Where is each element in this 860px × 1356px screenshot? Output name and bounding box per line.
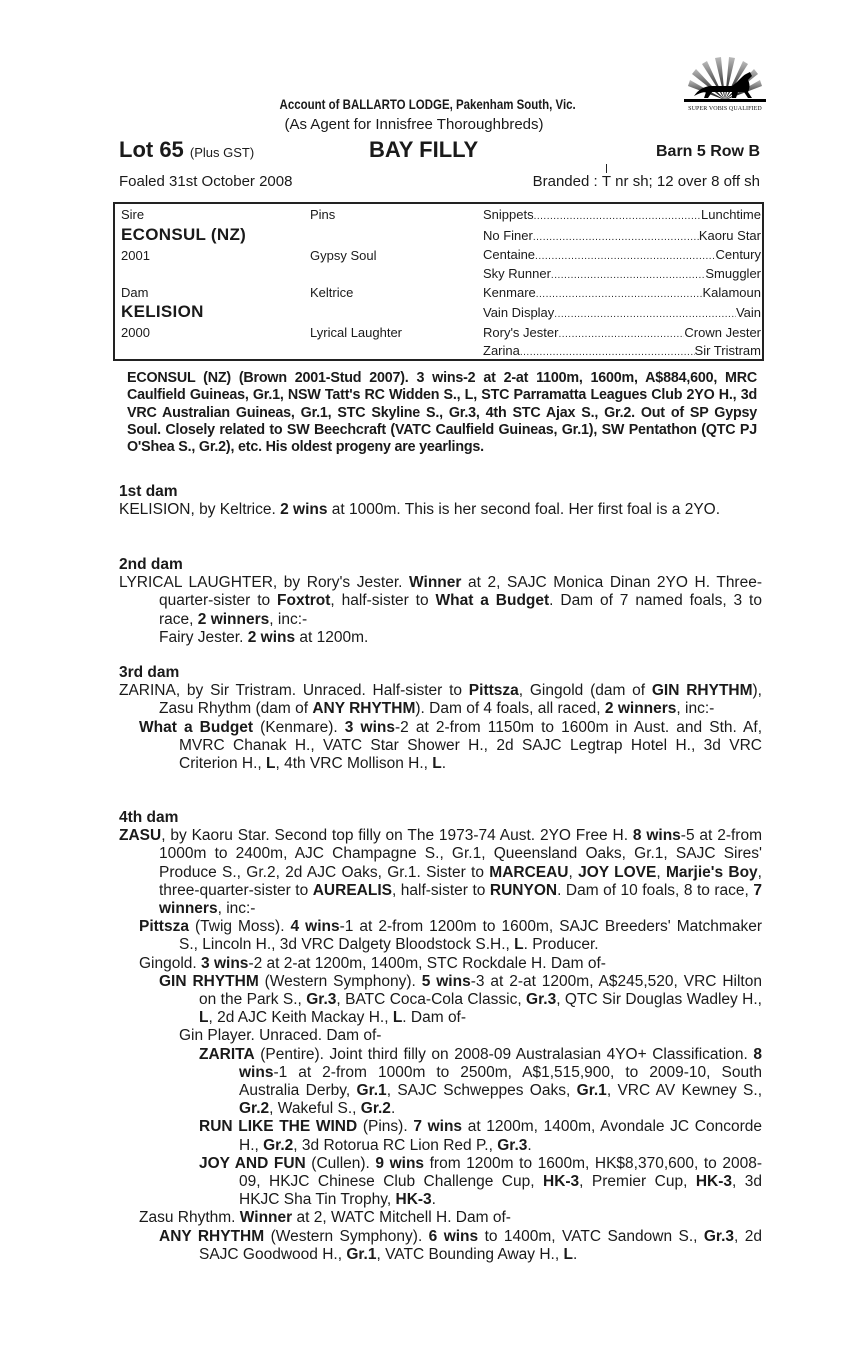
ggp-row: Centaine ..... Century bbox=[483, 247, 761, 262]
ggp-row: Zarina ..... Sir Tristram bbox=[483, 343, 761, 358]
dam-dam: Lyrical Laughter bbox=[310, 325, 403, 340]
dam-paragraph: LYRICAL LAUGHTER, by Rory's Jester. Winner at 2, SAJC Monica Dinan 2YO H. Three-quarter-sister to Foxtrot, half-sister to What a Budget. Dam of 7 named foals, 3 to race, 2 winners, inc:- bbox=[119, 574, 762, 628]
sire-summary: ECONSUL (NZ) (Brown 2001-Stud 2007). 3 wins-2 at 2-at 1100m, 1600m, A$884,600, MRC Caulfield Guineas, Gr.1, NSW Tatt's RC Widden S., L, STC Parramatta Leagues Club 2YO H., 3d VRC Australian Guineas, Gr.1, STC Skyline S., Gr.3, 4th STC Ajax S., Gr.2. Out of SP Gypsy Soul. Closely related to SW Beechcraft (VATC Caulfield Guineas, Gr.1), SW Pentathon (QTC PJ O'Shea S., Gr.2), etc. His oldest progeny are yearlings. bbox=[127, 370, 757, 456]
lot-note: (Plus GST) bbox=[189, 145, 255, 160]
progeny-entry: Pittsza (Twig Moss). 4 wins-1 at 2-from 1200m to 1600m, SAJC Breeders' Matchmaker S., Lincoln H., 3d VRC Dalgety Bloodstock S.H., L. Producer. bbox=[139, 918, 762, 954]
progeny-entry: ANY RHYTHM (Western Symphony). 6 wins to 1400m, VATC Sandown S., Gr.3, 2d SAJC Goodwood H., Gr.1, VATC Bounding Away H., L. bbox=[159, 1227, 762, 1263]
logo-caption: SUPER VOBIS QUALIFIED bbox=[688, 106, 762, 112]
progeny-entry: GIN RHYTHM (Western Symphony). 5 wins-3 at 2-at 1200m, A$245,520, VRC Hilton on the Park S., Gr.3, BATC Coca-Cola Classic, Gr.3, QTC Sir Douglas Wadley H., L, 2d AJC Keith Mackay H., L. Dam of- bbox=[159, 972, 762, 1027]
dam-paragraph: ZASU, by Kaoru Star. Second top filly on The 1973-74 Aust. 2YO Free H. 8 wins-5 at 2-from 1000m to 2400m, AJC Champagne S., Gr.1, Queensland Oaks, Gr.1, SAJC Sires' Produce S., Gr.2, 2d AJC Oaks, Gr.1. Sister to MARCEAU, JOY LOVE, Marjie's Boy, three-quarter-sister to AUREALIS, half-sister to RUNYON. Dam of 10 foals, 8 to race, 7 winners, inc:- bbox=[119, 827, 762, 918]
lot-number bbox=[119, 137, 254, 163]
lot-label: Lot 65 bbox=[119, 137, 184, 162]
grandam: Gypsy Soul bbox=[310, 248, 377, 263]
section-heading: 3rd dam bbox=[119, 664, 180, 681]
second-dam-section bbox=[119, 556, 762, 647]
dam-name: KELISION bbox=[121, 302, 204, 321]
brand-symbol: T bbox=[602, 173, 611, 190]
dam-paragraph: KELISION, by Keltrice. 2 wins at 1000m. This is her second foal. Her first foal is a 2YO. bbox=[119, 501, 721, 519]
barn-location: Barn 5 Row B bbox=[655, 143, 760, 160]
sire-name: ECONSUL (NZ) bbox=[121, 225, 247, 244]
progeny-entry: Zasu Rhythm. Winner at 2, WATC Mitchell H. Dam of- bbox=[139, 1209, 511, 1227]
dam-label: Dam bbox=[121, 285, 149, 300]
vendor-account: Account of BALLARTO LODGE, Pakenham South, Vic. bbox=[279, 96, 576, 112]
ggp-row: Vain Display ..... Vain bbox=[483, 305, 761, 320]
progeny-entry: What a Budget (Kenmare). 3 wins-2 at 2-from 1150m to 1600m in Aust. and Sth. Af, MVRC Chanak H., VATC Star Shower H., 2d SAJC Legtrap Hotel H., 3d VRC Criterion H., L, 4th VRC Mollison H., L. bbox=[139, 718, 762, 773]
brand-info bbox=[533, 173, 760, 190]
grandsire: Pins bbox=[310, 207, 336, 222]
progeny-entry: Gingold. 3 wins-2 at 2-at 1200m, 1400m, STC Rockdale H. Dam of- bbox=[139, 954, 606, 972]
foaled-date: Foaled 31st October 2008 bbox=[119, 173, 293, 190]
ggp-row: No Finer ..... Kaoru Star bbox=[483, 228, 761, 243]
section-heading: 4th dam bbox=[119, 809, 179, 826]
ggp-row: Kenmare ..... Kalamoun bbox=[483, 285, 761, 300]
ggp-row: Rory's Jester ..... Crown Jester bbox=[483, 325, 761, 340]
horse-sunburst-icon bbox=[680, 56, 770, 106]
progeny-entry: ZARITA (Pentire). Joint third filly on 2008-09 Australasian 4YO+ Classification. 8 wins-1 at 2-from 1000m to 2500m, A$1,515,900, to 2009-10, South Australia Derby, Gr.1, SAJC Schweppes Oaks, Gr.1, VRC AV Kewney S., Gr.2, Wakeful S., Gr.2. bbox=[199, 1045, 763, 1118]
progeny-entry: Fairy Jester. 2 wins at 1200m. bbox=[159, 628, 369, 646]
horse-description: BAY FILLY bbox=[369, 137, 479, 162]
dam-sire: Keltrice bbox=[310, 285, 354, 300]
third-dam-section bbox=[119, 664, 762, 773]
ggp-row: Sky Runner ..... Smuggler bbox=[483, 266, 761, 281]
sire-year: 2001 bbox=[121, 248, 150, 263]
dam-paragraph: ZARINA, by Sir Tristram. Unraced. Half-sister to Pittsza, Gingold (dam of GIN RHYTHM), Zasu Rhythm (dam of ANY RHYTHM). Dam of 4 foals, all raced, 2 winners, inc:- bbox=[119, 682, 762, 718]
section-heading: 1st dam bbox=[119, 483, 178, 500]
progeny-entry: JOY AND FUN (Cullen). 9 wins from 1200m to 1600m, HK$8,370,600, to 2008-09, HKJC Chinese Club Challenge Cup, HK-3, Premier Cup, HK-3, 3d HKJC Sha Tin Trophy, HK-3. bbox=[199, 1154, 762, 1209]
section-heading: 2nd dam bbox=[119, 556, 183, 573]
fourth-dam-section bbox=[119, 809, 762, 1264]
branded-value: nr sh; 12 over 8 off sh bbox=[611, 173, 760, 190]
branded-label: Branded : bbox=[532, 173, 602, 190]
sire-label: Sire bbox=[121, 207, 145, 222]
progeny-entry: RUN LIKE THE WIND (Pins). 7 wins at 1200m, 1400m, Avondale JC Concorde H., Gr.2, 3d Rotorua RC Lion Red P., Gr.3. bbox=[199, 1118, 762, 1154]
progeny-list bbox=[119, 918, 762, 1264]
first-dam-section bbox=[119, 483, 762, 519]
ggp-row: Snippets ..... Lunchtime bbox=[483, 207, 761, 222]
dam-year: 2000 bbox=[121, 325, 150, 340]
pedigree-table bbox=[113, 202, 764, 361]
logo bbox=[680, 56, 770, 116]
progeny-entry: Gin Player. Unraced. Dam of- bbox=[179, 1027, 382, 1045]
vendor-agent: (As Agent for Innisfree Thoroughbreds) bbox=[284, 116, 544, 133]
